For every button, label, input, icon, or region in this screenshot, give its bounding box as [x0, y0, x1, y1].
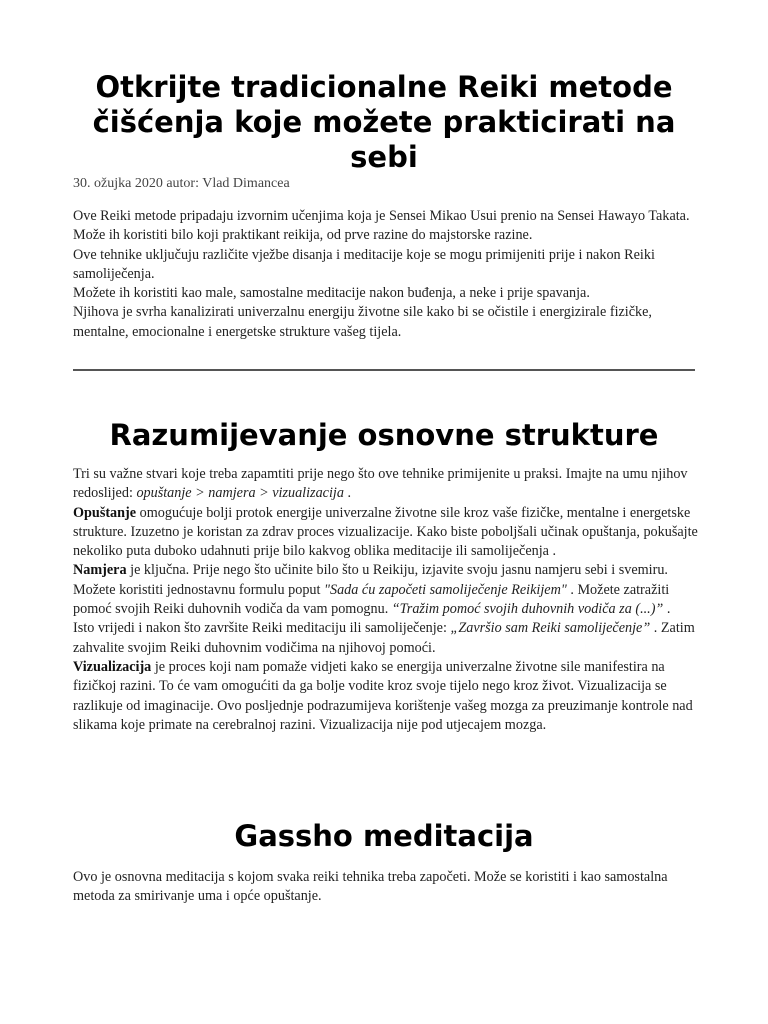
paragraph-intention — [73, 561, 698, 619]
paragraph-relaxation — [73, 504, 698, 562]
term-intention: Namjera — [73, 562, 127, 579]
intro-block — [73, 207, 698, 342]
intro-paragraph: Njihova je svrha kanalizirati univerzalnu energiju životne sile kako bi se očistile i energizirale fizičke, mentalne, emocionalne i energetske strukture vašeg tijela. — [73, 304, 652, 340]
paragraph-text: omogućuje bolji protok energije univerzalne životne sile kroz vaše fizičke, mentalne i energetske strukture. Izuzetno je koristan za zdrav proces vizualizacije. Kako biste poboljšali učinak opuštanja, pokušajte nekoliko puta duboko udahnuti prije bilo kakvog oblika meditacije ili samoliječenja . — [73, 504, 698, 560]
intro-paragraph: Može ih koristiti bilo koji praktikant reikija, od prve razine do majstorske razine. — [73, 227, 533, 244]
emphasis-text: "Sada ću započeti samoliječenje Reikijem" — [324, 581, 567, 598]
section-heading-structure: Razumijevanje osnovne strukture — [109, 418, 659, 452]
intro-paragraph: Ove Reiki metode pripadaju izvornim učenjima koja je Sensei Mikao Usui prenio na Sensei Hawayo Takata. — [73, 208, 690, 224]
emphasis-text: opuštanje > namjera > vizualizacija — [136, 485, 344, 502]
paragraph-text: Isto vrijedi i nakon što završite Reiki meditaciju ili samoliječenje: — [73, 620, 451, 637]
paragraph-text: Tri su važne stvari koje treba zapamtiti prije nego što ove tehnike primijenite u praksi. Imajte na umu njihov redoslijed: — [73, 466, 688, 502]
article-byline: 30. ožujka 2020 autor: Vlad Dimancea — [73, 176, 290, 191]
section-divider — [73, 369, 695, 371]
paragraph-text: . — [663, 601, 671, 618]
paragraph-text: . — [343, 485, 352, 502]
paragraph-text: je ključna. Prije nego što učinite bilo što u Reikiju, izjavite svoju jasnu namjeru sebi i svemiru. Možete koristiti jednostavnu formulu poput — [73, 562, 668, 598]
term-visualization: Vizualizacija — [73, 658, 152, 675]
paragraph-text: . Možete zatražiti pomoć svojih Reiki duhovnih vodiča da vam pomognu. — [73, 581, 670, 618]
section-gassho-body — [73, 868, 698, 907]
paragraph-text: je proces koji nam pomaže vidjeti kako se energija univerzalne životne sile manifestira na fizičkoj razini. To će vam omogućiti da ga bolje vodite kroz svoje tijelo nego kroz život. Vizualizacija se razlikuje od imaginacije. Ovo posljednje podrazumijeva korištenje vašeg mozga za preuzimanje kontrole nad slikama koje primate na cerebralnoj razini. Vizualizacija nije pod utjecajem mozga. — [73, 658, 693, 733]
term-relaxation: Opuštanje — [73, 504, 137, 521]
section-structure-body — [73, 465, 698, 735]
paragraph-text: . Zatim zahvalite svojim Reiki duhovnim vodičima na njihovoj pomoći. — [73, 620, 695, 656]
section-heading-gassho: Gassho meditacija — [234, 819, 534, 853]
emphasis-text: “Tražim pomoć svojih duhovnih vodiča za (...)” — [391, 601, 664, 618]
paragraph-after — [73, 619, 698, 658]
intro-paragraph: Možete ih koristiti kao male, samostalne meditacije nakon buđenja, a neke i prije spavanja. — [73, 285, 590, 302]
intro-paragraph: Ove tehnike uključuju različite vježbe disanja i meditacije koje se mogu primijeniti prije i nakon Reiki samoliječenja. — [73, 246, 655, 282]
paragraph-order — [73, 465, 698, 504]
emphasis-text: „Završio sam Reiki samoliječenje” — [450, 620, 651, 637]
article-title: Otkrijte tradicionalne Reiki metode čišćenja koje možete prakticirati na sebi — [92, 70, 676, 174]
paragraph-visualization — [73, 658, 698, 735]
paragraph-gassho: Ovo je osnovna meditacija s kojom svaka reiki tehnika treba započeti. Može se koristiti i kao samostalna metoda za smirivanje uma i opće opuštanje. — [73, 869, 668, 905]
